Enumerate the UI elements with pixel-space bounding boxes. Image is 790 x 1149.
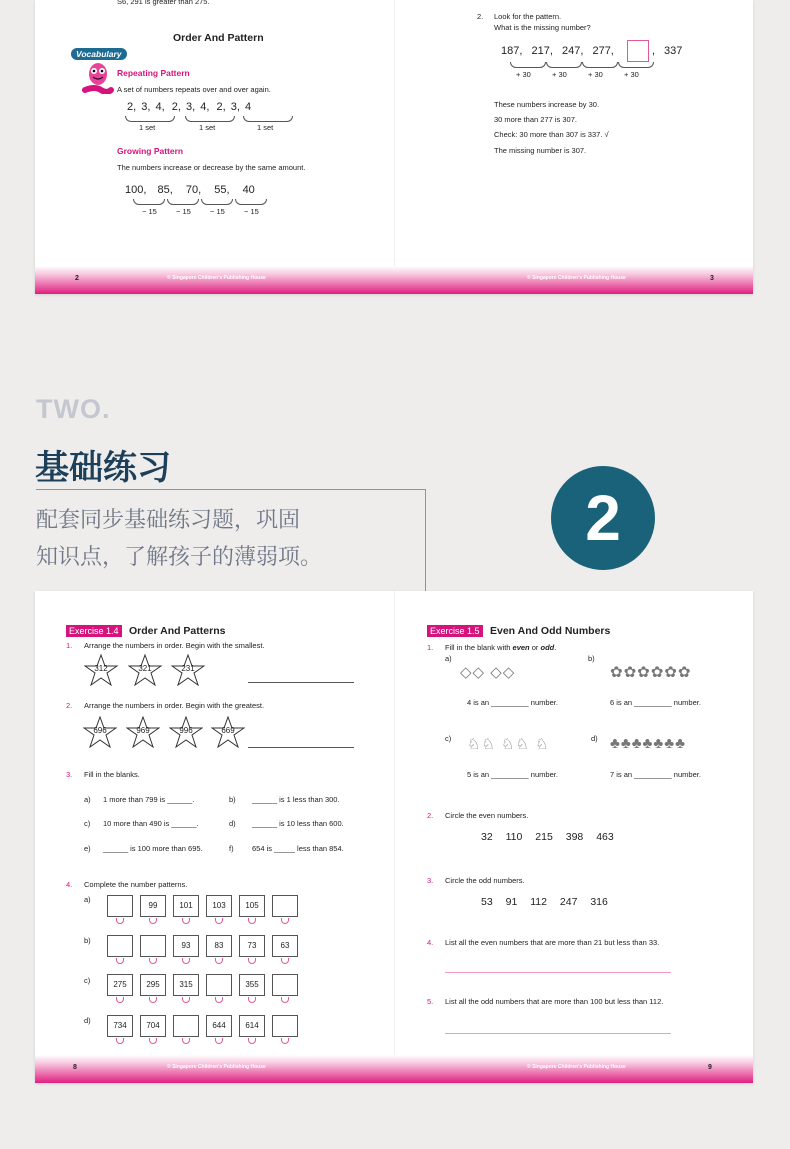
wheel	[116, 958, 124, 964]
wheel	[215, 918, 223, 924]
wheel	[182, 918, 190, 924]
creature-pictures-icon: ♘♘ ♘♘ ♘	[467, 736, 550, 753]
number-item: 32	[481, 831, 493, 843]
section-eyebrow: TWO.	[36, 394, 111, 424]
star-value: 969	[136, 726, 150, 735]
seq-number: 247,	[561, 45, 584, 57]
number-list	[481, 831, 614, 843]
step-arc	[167, 199, 199, 205]
wheel	[281, 997, 289, 1003]
worm-mascot-icon	[81, 62, 115, 99]
answer-line	[445, 972, 671, 973]
train-car: 105	[239, 895, 265, 917]
answer-line	[445, 1033, 671, 1034]
answer-line	[248, 682, 354, 683]
train-car	[272, 1015, 298, 1037]
fill-sentence: 4 is an _________ number.	[467, 698, 558, 707]
exercise-tag: Exercise 1.5	[427, 625, 483, 637]
number-item: 398	[565, 831, 584, 843]
train-car: 103	[206, 895, 232, 917]
wheel	[149, 958, 157, 964]
wheel	[182, 997, 190, 1003]
wheel	[149, 997, 157, 1003]
question-number: 2.	[66, 701, 73, 710]
copyright-text: © Singapore Children's Publishing House	[167, 275, 266, 281]
number-item: 53	[481, 896, 493, 908]
section-heading: Order And Pattern	[173, 32, 264, 44]
wheel	[281, 918, 289, 924]
section-desc: 知识点，了解孩子的薄弱项。	[36, 545, 323, 570]
pattern-label: b)	[84, 936, 91, 945]
question-number: 4.	[427, 938, 434, 947]
q-text: or	[529, 643, 541, 652]
seq-number: 85,	[157, 184, 173, 196]
question-text	[445, 643, 556, 652]
part-label: c)	[445, 734, 452, 743]
step-arc	[235, 199, 267, 205]
section-number-badge: 2	[551, 466, 655, 570]
q-text: Fill in the blank with	[445, 643, 513, 652]
question-line: What is the missing number?	[494, 23, 591, 32]
question-number: 3.	[427, 876, 434, 885]
explanation-line: Check: 30 more than 307 is 337. √	[494, 130, 609, 139]
step-label: + 30	[552, 70, 567, 79]
star-value: 321	[138, 664, 152, 673]
number-star	[169, 716, 203, 748]
wheel	[116, 1038, 124, 1044]
wheel	[116, 918, 124, 924]
fill-label: a)	[84, 795, 91, 804]
star-value: 996	[179, 726, 193, 735]
answer-line	[248, 747, 354, 748]
q-keyword: even	[512, 643, 530, 652]
set-label: 1 set	[139, 123, 156, 132]
seq-number: 217,	[531, 45, 553, 57]
pattern-label: d)	[84, 1016, 91, 1025]
seq-number: 187,	[501, 45, 523, 57]
question-number: 1.	[66, 641, 73, 650]
page-number: 2	[75, 275, 79, 282]
seq-number: 55,	[214, 184, 230, 196]
seq-number: 4,	[200, 101, 210, 113]
repeating-number-sequence	[127, 101, 251, 113]
wheel	[215, 997, 223, 1003]
train-car: 83	[206, 935, 232, 957]
wheel	[215, 1038, 223, 1044]
growing-pattern-desc: The numbers increase or decrease by the same amount.	[117, 163, 306, 172]
q-text: .	[554, 643, 557, 652]
step-arc	[582, 62, 618, 68]
question-number: 5.	[427, 997, 434, 1006]
question-text: Circle the even numbers.	[445, 811, 529, 820]
step-arc	[133, 199, 165, 205]
copyright-text: © Singapore Children's Publishing House	[527, 275, 626, 281]
wheel	[248, 997, 256, 1003]
train-car	[272, 974, 298, 996]
wheel	[182, 1038, 190, 1044]
question-line: Look for the pattern.	[494, 12, 562, 21]
set-label: 1 set	[257, 123, 274, 132]
question-text: Complete the number patterns.	[84, 880, 188, 889]
missing-number-box	[627, 40, 649, 62]
train-car: 704	[140, 1015, 166, 1037]
fill-item: 10 more than 490 is ______.	[103, 819, 199, 828]
step-label: + 30	[516, 70, 531, 79]
seq-number: 40	[242, 184, 255, 196]
page-number: 8	[73, 1064, 77, 1071]
fill-item: 654 is _____ less than 854.	[252, 844, 344, 853]
number-item: 247	[559, 896, 578, 908]
step-arc	[201, 199, 233, 205]
page-fold	[394, 591, 395, 1083]
train-car: 315	[173, 974, 199, 996]
question-text: Circle the odd numbers.	[445, 876, 525, 885]
flower-pictures-icon: ✿✿✿✿✿✿	[610, 664, 692, 681]
fill-sentence: 6 is an _________ number.	[610, 698, 701, 707]
part-label: b)	[588, 654, 595, 663]
question-number: 2.	[427, 811, 434, 820]
train-car: 355	[239, 974, 265, 996]
train-car: 101	[173, 895, 199, 917]
seq-number: 277,	[592, 45, 614, 57]
seq-number: 70,	[185, 184, 202, 196]
seq-number: 2,	[216, 101, 226, 113]
wheel	[281, 1038, 289, 1044]
repeating-pattern-title: Repeating Pattern	[117, 68, 190, 78]
train-car	[107, 895, 133, 917]
fill-item: 1 more than 799 is ______.	[103, 795, 195, 804]
pattern-label: a)	[84, 895, 91, 904]
star-value: 669	[221, 726, 235, 735]
train-car: 295	[140, 974, 166, 996]
copyright-text: © Singapore Children's Publishing House	[527, 1064, 626, 1070]
number-item: 112	[530, 896, 547, 908]
pattern-label: c)	[84, 976, 91, 985]
number-star	[84, 654, 118, 686]
step-label: − 15	[142, 207, 157, 216]
star-value: 312	[94, 664, 108, 673]
number-item: 316	[590, 896, 608, 908]
train-car	[206, 974, 232, 996]
fill-item: ______ is 10 less than 600.	[252, 819, 344, 828]
textbook-spread-exercises	[35, 591, 753, 1083]
number-star	[171, 654, 205, 686]
train-car: 99	[140, 895, 166, 917]
number-item: 110	[505, 831, 523, 843]
set-brace	[185, 116, 235, 122]
fill-item: ______ is 1 less than 300.	[252, 795, 340, 804]
page-number: 9	[708, 1064, 712, 1071]
train-car	[140, 935, 166, 957]
question-text: Arrange the numbers in order. Begin with the smallest.	[84, 641, 265, 650]
train-car: 63	[272, 935, 298, 957]
exercise-header	[66, 621, 225, 639]
number-star	[211, 716, 245, 748]
step-arc	[618, 62, 654, 68]
question-text: List all the odd numbers that are more than 100 but less than 112.	[445, 997, 664, 1006]
part-label: d)	[591, 734, 598, 743]
wheel	[281, 958, 289, 964]
question-text: Arrange the numbers in order. Begin with the greatest.	[84, 701, 265, 710]
star-value: 231	[181, 664, 195, 673]
train-car	[107, 935, 133, 957]
fill-label: f)	[229, 844, 234, 853]
fill-label: b)	[229, 795, 236, 804]
train-car: 275	[107, 974, 133, 996]
number-star	[126, 716, 160, 748]
question-number: 3.	[66, 770, 73, 779]
number-item: 463	[596, 831, 614, 843]
wheel	[248, 918, 256, 924]
number-list	[481, 896, 608, 908]
seq-number: 2,	[171, 101, 181, 113]
number-star	[128, 654, 162, 686]
question-number: 4.	[66, 880, 73, 889]
part-label: a)	[445, 654, 452, 663]
exercise-title: Even And Odd Numbers	[489, 625, 611, 637]
seq-comma: ,	[652, 45, 656, 57]
step-label: − 15	[176, 207, 191, 216]
exercise-title: Order And Patterns	[128, 625, 226, 637]
question-number: 1.	[427, 643, 434, 652]
fill-item: ______ is 100 more than 695.	[103, 844, 203, 853]
wheel	[149, 1038, 157, 1044]
seq-number: 4	[245, 101, 252, 113]
train-car: 93	[173, 935, 199, 957]
step-arc	[546, 62, 582, 68]
question-text: List all the even numbers that are more than 21 but less than 33.	[445, 938, 660, 947]
seq-number: 337	[664, 45, 683, 57]
page-footer	[35, 1055, 753, 1083]
divider-line	[36, 489, 426, 490]
step-label: + 30	[588, 70, 603, 79]
train-car: 644	[206, 1015, 232, 1037]
number-item: 91	[505, 896, 518, 908]
fill-label: c)	[84, 819, 91, 828]
fill-label: e)	[84, 844, 91, 853]
step-label: + 30	[624, 70, 639, 79]
step-arc	[510, 62, 546, 68]
set-brace	[125, 116, 175, 122]
wheel	[215, 958, 223, 964]
explanation-line: 30 more than 277 is 307.	[494, 115, 577, 124]
question-number: 2.	[477, 12, 484, 21]
seq-number: 3,	[230, 101, 240, 113]
textbook-spread-top	[35, 0, 753, 294]
fill-sentence: 7 is an _________ number.	[610, 770, 701, 779]
page-fold	[394, 0, 395, 294]
train-car: 734	[107, 1015, 133, 1037]
plant-pictures-icon: ♣♣♣♣♣♣♣	[610, 735, 686, 752]
wheel	[116, 997, 124, 1003]
cut-line-text: S6, 291 is greater than 275.	[117, 0, 210, 6]
exercise-header	[427, 621, 610, 639]
number-star	[83, 716, 117, 748]
wheel	[149, 918, 157, 924]
page-footer	[35, 266, 753, 294]
growing-number-sequence	[125, 184, 255, 196]
copyright-text: © Singapore Children's Publishing House	[167, 1064, 266, 1070]
seq-number: 100,	[125, 184, 147, 196]
vocabulary-badge: Vocabulary	[71, 48, 127, 60]
step-label: − 15	[244, 207, 259, 216]
seq-number: 2,	[127, 101, 137, 113]
animal-pictures-icon: ◇◇ ◇◇	[460, 664, 516, 681]
page-number: 3	[710, 275, 714, 282]
exercise-tag: Exercise 1.4	[66, 625, 122, 637]
explanation-line: These numbers increase by 30.	[494, 100, 600, 109]
q-keyword: odd	[540, 643, 555, 652]
section-title: 基础练习	[35, 448, 171, 488]
section-desc: 配套同步基础练习题，巩固	[36, 508, 301, 533]
fill-sentence: 5 is an _________ number.	[467, 770, 558, 779]
number-item: 215	[535, 831, 553, 843]
train-car: 614	[239, 1015, 265, 1037]
explanation-line: The missing number is 307.	[494, 146, 587, 155]
star-value: 696	[93, 726, 107, 735]
seq-number: 4,	[155, 101, 165, 113]
train-car	[173, 1015, 199, 1037]
wheel	[248, 1038, 256, 1044]
train-car	[272, 895, 298, 917]
wheel	[248, 958, 256, 964]
repeating-pattern-desc: A set of numbers repeats over and over again.	[117, 85, 271, 94]
seq-number: 3,	[141, 101, 151, 113]
pattern-sequence	[501, 45, 614, 57]
step-label: − 15	[210, 207, 225, 216]
wheel	[182, 958, 190, 964]
fill-label: d)	[229, 819, 236, 828]
seq-number: 3,	[186, 101, 196, 113]
growing-pattern-title: Growing Pattern	[117, 146, 184, 156]
set-label: 1 set	[199, 123, 216, 132]
question-text: Fill in the blanks.	[84, 770, 140, 779]
train-car: 73	[239, 935, 265, 957]
set-brace	[243, 116, 293, 122]
